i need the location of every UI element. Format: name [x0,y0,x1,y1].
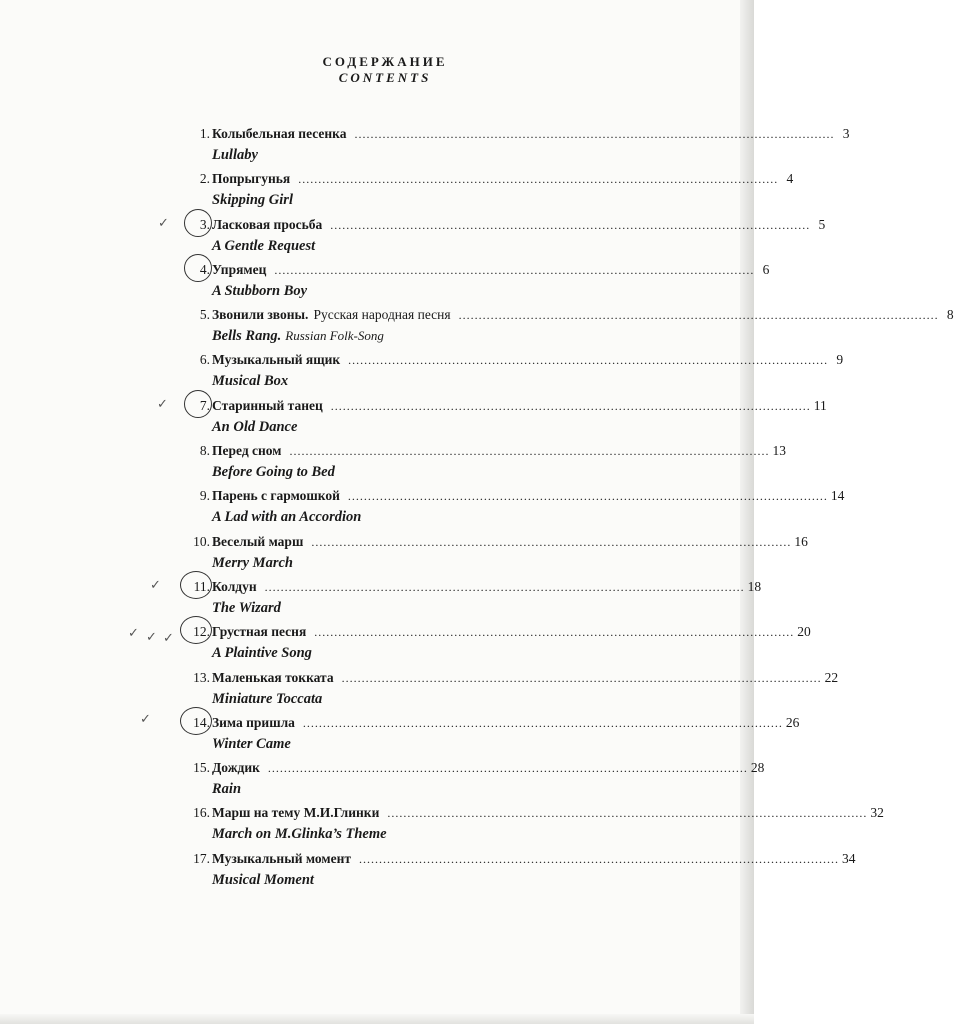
entry-title-english: The Wizard [212,599,281,616]
entry-title-english: Bells Rang. [212,328,282,345]
toc-entry [180,305,954,350]
entry-title-russian: Музыкальный момент [212,850,352,866]
entry-number: 4. [199,261,210,277]
entry-russian-line [180,713,800,733]
dot-leader: ........................................................................................................................ [387,806,868,821]
entry-page-number: 3 [842,126,850,141]
entry-number: 17. [193,850,210,866]
entry-page-number: 28 [750,760,765,776]
entry-page-number: 22 [824,669,839,685]
entry-title-english: An Old Dance [212,418,298,435]
entry-english-line [212,144,572,166]
page-bottom-edge [0,1014,754,1024]
entry-number: 16. [193,805,210,821]
entry-russian-line [180,758,765,778]
entry-russian-line [180,305,954,325]
entry-number: 12. [193,624,210,640]
pencil-check-mark: ✓ [158,216,169,231]
entry-page-number: 6 [762,261,770,277]
dot-leader: ........................................................................................................................ [347,489,828,504]
entry-page-number: 5 [818,216,826,232]
entry-title-russian: Старинный танец [212,397,323,413]
entry-title-english: Before Going to Bed [212,464,335,481]
entry-english-line [212,869,572,891]
entry-title-russian: Марш на тему М.И.Глинки [212,805,380,821]
entry-english-line [212,370,572,392]
entry-page-number: 32 [870,805,884,821]
entry-english-line [212,235,572,257]
toc-entry [180,350,844,395]
pencil-check-mark: ✓ [163,631,174,646]
entry-title-english: A Lad with an Accordion [212,509,362,526]
entry-title-english: Merry March [212,554,293,571]
entry-russian-line [180,622,811,642]
toc-entry [180,532,808,577]
entry-title-russian: Музыкальный ящик [212,352,341,368]
entry-page-number: 11 [813,397,827,413]
pencil-circle-mark [184,390,212,418]
entry-page-number: 14 [830,488,845,504]
entry-title-russian: Дождик [212,760,260,776]
entry-title-english: March on M.Glinka’s Theme [212,826,387,843]
entry-number: 6. [199,352,210,368]
dot-leader: ........................................................................................................................ [298,172,779,187]
table-of-contents [180,124,954,894]
entry-english-line [212,461,572,483]
entry-title-english: Musical Box [212,373,289,390]
pencil-circle-mark [180,571,212,599]
entry-number: 13. [193,669,210,685]
entry-english-line [212,552,572,574]
entry-english-line [212,778,572,800]
entry-page-number: 26 [785,714,800,730]
entry-russian-line [180,486,845,506]
toc-entry [180,215,826,260]
entry-russian-line [180,668,839,688]
entry-english-line [212,642,572,664]
dot-leader: ........................................................................................................................ [354,127,835,141]
entry-russian-line [180,803,884,823]
entry-title-russian: Перед сном [212,443,282,459]
entry-english-line [212,688,572,710]
entry-number: 7. [199,397,210,413]
entry-english-line [212,189,572,211]
title-english: CONTENTS [338,70,432,85]
entry-russian-line [180,441,786,461]
toc-entry [180,758,765,803]
entry-english-line [212,597,572,619]
entry-subtitle-english: Russian Folk-Song [285,328,384,344]
entry-number: 10. [193,533,210,549]
toc-entry [180,486,845,531]
entry-number: 3. [199,216,210,232]
entry-russian-line [180,532,808,552]
toc-entry [180,260,770,305]
dot-leader: ........................................................................................................................ [330,217,811,232]
entry-number: 1. [199,126,210,141]
dot-leader: ........................................................................................................................ [348,353,829,368]
entry-page-number: 13 [772,443,786,459]
entry-russian-line [180,396,827,416]
toc-entry [180,803,884,848]
entry-title-russian: Маленькая токката [212,669,334,685]
toc-entry [180,124,850,169]
entry-title-russian: Колыбельная песенка [212,126,347,141]
entry-english-line [212,506,572,528]
entry-title-russian: Грустная песня [212,624,307,640]
entry-title-english: Miniature Toccata [212,690,323,707]
entry-title-english: Winter Came [212,735,291,752]
entry-page-number: 16 [794,533,808,549]
entry-number: 5. [199,307,210,323]
toc-entry [180,622,811,667]
entry-english-line [212,280,572,302]
entry-number: 8. [199,443,210,459]
entry-russian-line [180,124,850,144]
entry-page-number: 18 [747,578,762,594]
entry-title-english: Lullaby [212,147,258,163]
pencil-circle-mark [184,254,212,282]
entry-page-number: 9 [836,352,844,368]
toc-entry [180,849,856,894]
dot-leader: ........................................................................................................................ [341,670,822,685]
entry-title-russian: Парень с гармошкой [212,488,340,504]
pencil-check-mark: ✓ [128,626,139,641]
pencil-circle-mark [184,209,212,237]
entry-title-russian: Веселый марш [212,533,304,549]
entry-russian-line [180,260,770,280]
dot-leader: ........................................................................................................................ [330,398,811,413]
entry-page-number: 4 [786,171,794,187]
entry-title-english: Musical Moment [212,871,314,888]
entry-russian-line [180,169,794,189]
entry-title-english: A Gentle Request [212,237,316,254]
pencil-check-mark: ✓ [150,578,161,593]
entry-title-russian: Попрыгунья [212,171,291,187]
entry-english-line [212,416,572,438]
entry-number: 11. [193,578,210,594]
entry-english-line [212,823,572,845]
entry-page-number: 8 [946,307,954,323]
entry-title-english: Skipping Girl [212,192,293,209]
dot-leader: ........................................................................................................................ [274,262,755,277]
dot-leader: ........................................................................................................................ [267,761,748,776]
entry-title-english: A Stubborn Boy [212,282,308,299]
dot-leader: ........................................................................................................................ [311,534,792,549]
entry-number: 9. [199,488,210,504]
entry-page-number: 34 [842,850,856,866]
dot-leader: ........................................................................................................................ [314,625,795,640]
entry-title-russian: Колдун [212,578,257,594]
toc-entry [180,668,839,713]
entry-english-line [212,733,572,755]
entry-number: 2. [199,171,210,187]
pencil-check-mark: ✓ [140,712,151,727]
entry-number: 15. [193,760,210,776]
entry-russian-line [180,350,844,370]
dot-leader: ........................................................................................................................ [289,444,770,459]
dot-leader: ........................................................................................................................ [264,579,745,594]
entry-title-russian: Ласковая просьба [212,216,323,232]
entry-number: 14. [193,714,210,730]
toc-entry [180,441,786,486]
pencil-circle-mark [180,707,212,735]
entry-russian-line [180,849,856,869]
entry-title-english: A Plaintive Song [212,645,312,662]
entry-russian-line [180,215,826,235]
dot-leader: ........................................................................................................................ [302,715,783,730]
entry-russian-line [180,577,762,597]
dot-leader: ........................................................................................................................ [359,851,840,866]
toc-entry [180,396,827,441]
entry-subtitle-russian: Русская народная песня [313,307,451,323]
toc-entry [180,713,800,758]
entry-title-russian: Зима пришла [212,714,295,730]
entry-page-number: 20 [797,624,811,640]
entry-title-russian: Упрямец [212,261,267,277]
pencil-check-mark: ✓ [157,397,168,412]
pencil-check-mark: ✓ [146,630,157,645]
page-edge-shadow [740,0,754,1024]
title-russian: СОДЕРЖАНИЕ [322,54,448,69]
toc-entry [180,577,762,622]
entry-english-line [212,325,572,347]
entry-title-russian: Звонили звоны. [212,307,309,323]
toc-entry [180,169,794,214]
dot-leader: ........................................................................................................................ [458,308,939,323]
entry-title-english: Rain [212,781,242,798]
